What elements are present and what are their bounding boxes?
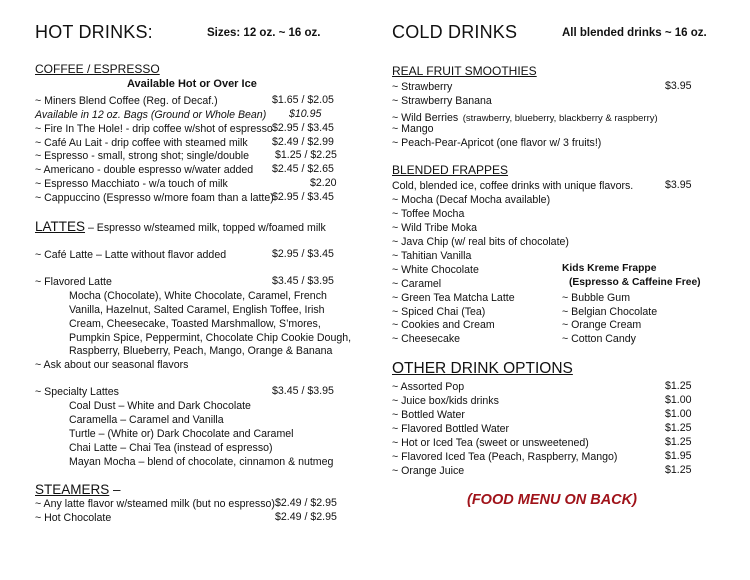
flavor-list-line: Mocha (Chocolate), White Chocolate, Caramel, French <box>69 290 327 302</box>
other-item-price: $1.25 <box>665 436 692 448</box>
frappe-item: ~ Mocha (Decaf Mocha available) <box>392 194 551 206</box>
smoothie-item: ~ Strawberry <box>392 81 453 93</box>
other-item-name: ~ Flavored Iced Tea (Peach, Raspberry, Mango) <box>392 451 618 463</box>
other-item-name: ~ Bottled Water <box>392 409 465 421</box>
coffee-item-name: ~ Fire In The Hole! - drip coffee w/shot of espresso <box>35 123 273 135</box>
other-item-name: ~ Hot or Iced Tea (sweet or unsweetened) <box>392 437 589 449</box>
coffee-heading: COFFEE / ESPRESSO <box>35 62 160 76</box>
coffee-item-name: ~ Miners Blend Coffee (Reg. of Decaf.) <box>35 95 218 107</box>
kids-frappe-item: ~ Belgian Chocolate <box>562 306 658 318</box>
cafe-latte-price: $2.95 / $3.45 <box>272 248 334 260</box>
frappe-item: ~ Cookies and Cream <box>392 319 495 331</box>
specialty-item: Coal Dust – White and Dark Chocolate <box>69 400 251 412</box>
specialty-latte-price: $3.45 / $3.95 <box>272 385 334 397</box>
frappe-item: ~ Spiced Chai (Tea) <box>392 306 486 318</box>
coffee-item-name: ~ Cappuccino (Espresso w/more foam than a latte) <box>35 192 274 204</box>
kids-frappe-heading: Kids Kreme Frappe <box>562 263 657 274</box>
coffee-item-price: $1.25 / $2.25 <box>275 149 337 161</box>
other-item-price: $1.00 <box>665 408 692 420</box>
frappes-heading: BLENDED FRAPPES <box>392 163 509 177</box>
other-item-name: ~ Assorted Pop <box>392 381 465 393</box>
other-item-price: $1.00 <box>665 394 692 406</box>
kids-frappe-item: ~ Cotton Candy <box>562 333 636 345</box>
frappes-price: $3.95 <box>665 179 692 191</box>
food-menu-note: (FOOD MENU ON BACK) <box>467 492 637 508</box>
frappe-item: ~ Cheesecake <box>392 333 461 345</box>
coffee-item-name: Available in 12 oz. Bags (Ground or Whole Bean) <box>35 109 267 121</box>
frappe-item: ~ Caramel <box>392 278 442 290</box>
frappe-item: ~ Toffee Mocha <box>392 208 465 220</box>
frappe-item: ~ Green Tea Matcha Latte <box>392 292 515 304</box>
other-item-name: ~ Orange Juice <box>392 465 465 477</box>
coffee-item-price: $2.45 / $2.65 <box>272 163 334 175</box>
specialty-item: Turtle – (White or) Dark Chocolate and Caramel <box>69 428 294 440</box>
lattes-heading-row <box>35 218 326 236</box>
other-item-name: ~ Flavored Bottled Water <box>392 423 510 435</box>
smoothie-item: ~ Strawberry Banana <box>392 95 492 107</box>
lattes-desc: – Espresso w/steamed milk, topped w/foamed milk <box>85 222 326 234</box>
flavor-list-line: Cream, Cheesecake, Toasted Marshmallow, S’mores, <box>69 318 321 330</box>
other-item-name: ~ Juice box/kids drinks <box>392 395 499 407</box>
kids-frappe-item: ~ Bubble Gum <box>562 292 631 304</box>
smoothie-item: ~ Mango <box>392 123 434 135</box>
coffee-availability: Available Hot or Over Ice <box>127 78 257 90</box>
steamer-item-name: ~ Hot Chocolate <box>35 512 112 524</box>
smoothie-item: ~ Peach-Pear-Apricot (one flavor w/ 3 fruits!) <box>392 137 602 149</box>
cold-drinks-title: COLD DRINKS <box>392 22 518 42</box>
coffee-item-price: $10.95 <box>289 108 322 120</box>
frappe-item: ~ White Chocolate <box>392 264 479 276</box>
coffee-item-name: ~ Americano - double espresso w/water added <box>35 164 254 176</box>
smoothies-heading: REAL FRUIT SMOOTHIES <box>392 64 537 78</box>
other-item-price: $1.25 <box>665 422 692 434</box>
steamer-item-name: ~ Any latte flavor w/steamed milk (but no espresso) <box>35 498 275 510</box>
smoothie-item: ~ Wild Berries <box>392 112 459 124</box>
coffee-item-price: $2.49 / $2.99 <box>272 136 334 148</box>
hot-drinks-title: HOT DRINKS: <box>35 22 153 42</box>
kids-frappe-note: (Espresso & Caffeine Free) <box>569 277 701 288</box>
flavored-latte-price: $3.45 / $3.95 <box>272 275 334 287</box>
kids-frappe-item: ~ Orange Cream <box>562 319 642 331</box>
specialty-item: Caramella – Caramel and Vanilla <box>69 414 224 426</box>
flavor-list-line: Pumpkin Spice, Peppermint, Chocolate Chip Cookie Dough, <box>69 332 352 344</box>
seasonal-note: ~ Ask about our seasonal flavors <box>35 359 189 371</box>
flavored-latte-name: ~ Flavored Latte <box>35 276 112 288</box>
hot-sizes: Sizes: 12 oz. ~ 16 oz. <box>207 27 321 39</box>
frappe-item: ~ Tahitian Vanilla <box>392 250 472 262</box>
coffee-item-price: $1.65 / $2.05 <box>272 94 334 106</box>
coffee-item-price: $2.95 / $3.45 <box>272 191 334 203</box>
specialty-latte-name: ~ Specialty Lattes <box>35 386 119 398</box>
coffee-item-name: ~ Espresso - small, strong shot; single/double <box>35 150 250 162</box>
frappes-desc: Cold, blended ice, coffee drinks with unique flavors. <box>392 180 634 192</box>
steamers-heading: STEAMERS <box>35 482 110 497</box>
specialty-item: Mayan Mocha – blend of chocolate, cinnamon & nutmeg <box>69 456 334 468</box>
smoothie-price: $3.95 <box>665 80 692 92</box>
coffee-item-name: ~ Espresso Macchiato - w/a touch of milk <box>35 178 228 190</box>
frappe-item: ~ Java Chip (w/ real bits of chocolate) <box>392 236 569 248</box>
other-item-price: $1.95 <box>665 450 692 462</box>
coffee-item-price: $2.20 <box>310 177 337 189</box>
lattes-heading: LATTES <box>35 219 86 234</box>
steamers-heading-suffix: – <box>109 482 121 497</box>
coffee-item-name: ~ Café Au Lait - drip coffee with steamed milk <box>35 137 248 149</box>
cafe-latte-name: ~ Café Latte – Latte without flavor added <box>35 249 227 261</box>
frappe-item: ~ Wild Tribe Moka <box>392 222 478 234</box>
steamer-item-price: $2.49 / $2.95 <box>275 511 337 523</box>
other-item-price: $1.25 <box>665 380 692 392</box>
specialty-item: Chai Latte – Chai Tea (instead of espresso) <box>69 442 273 454</box>
blended-note: All blended drinks ~ 16 oz. <box>562 27 707 39</box>
flavor-list-line: Vanilla, Hazelnut, Salted Caramel, English Toffee, Irish <box>69 304 325 316</box>
flavor-list-line: Raspberry, Blueberry, Peach, Mango, Orange & Banana <box>69 345 333 357</box>
coffee-item-price: $2.95 / $3.45 <box>272 122 334 134</box>
other-item-price: $1.25 <box>665 464 692 476</box>
steamer-item-price: $2.49 / $2.95 <box>275 497 337 509</box>
wild-berries-note: (strawberry, blueberry, blackberry & raspberry) <box>462 113 658 124</box>
other-drinks-heading: OTHER DRINK OPTIONS <box>392 360 573 377</box>
